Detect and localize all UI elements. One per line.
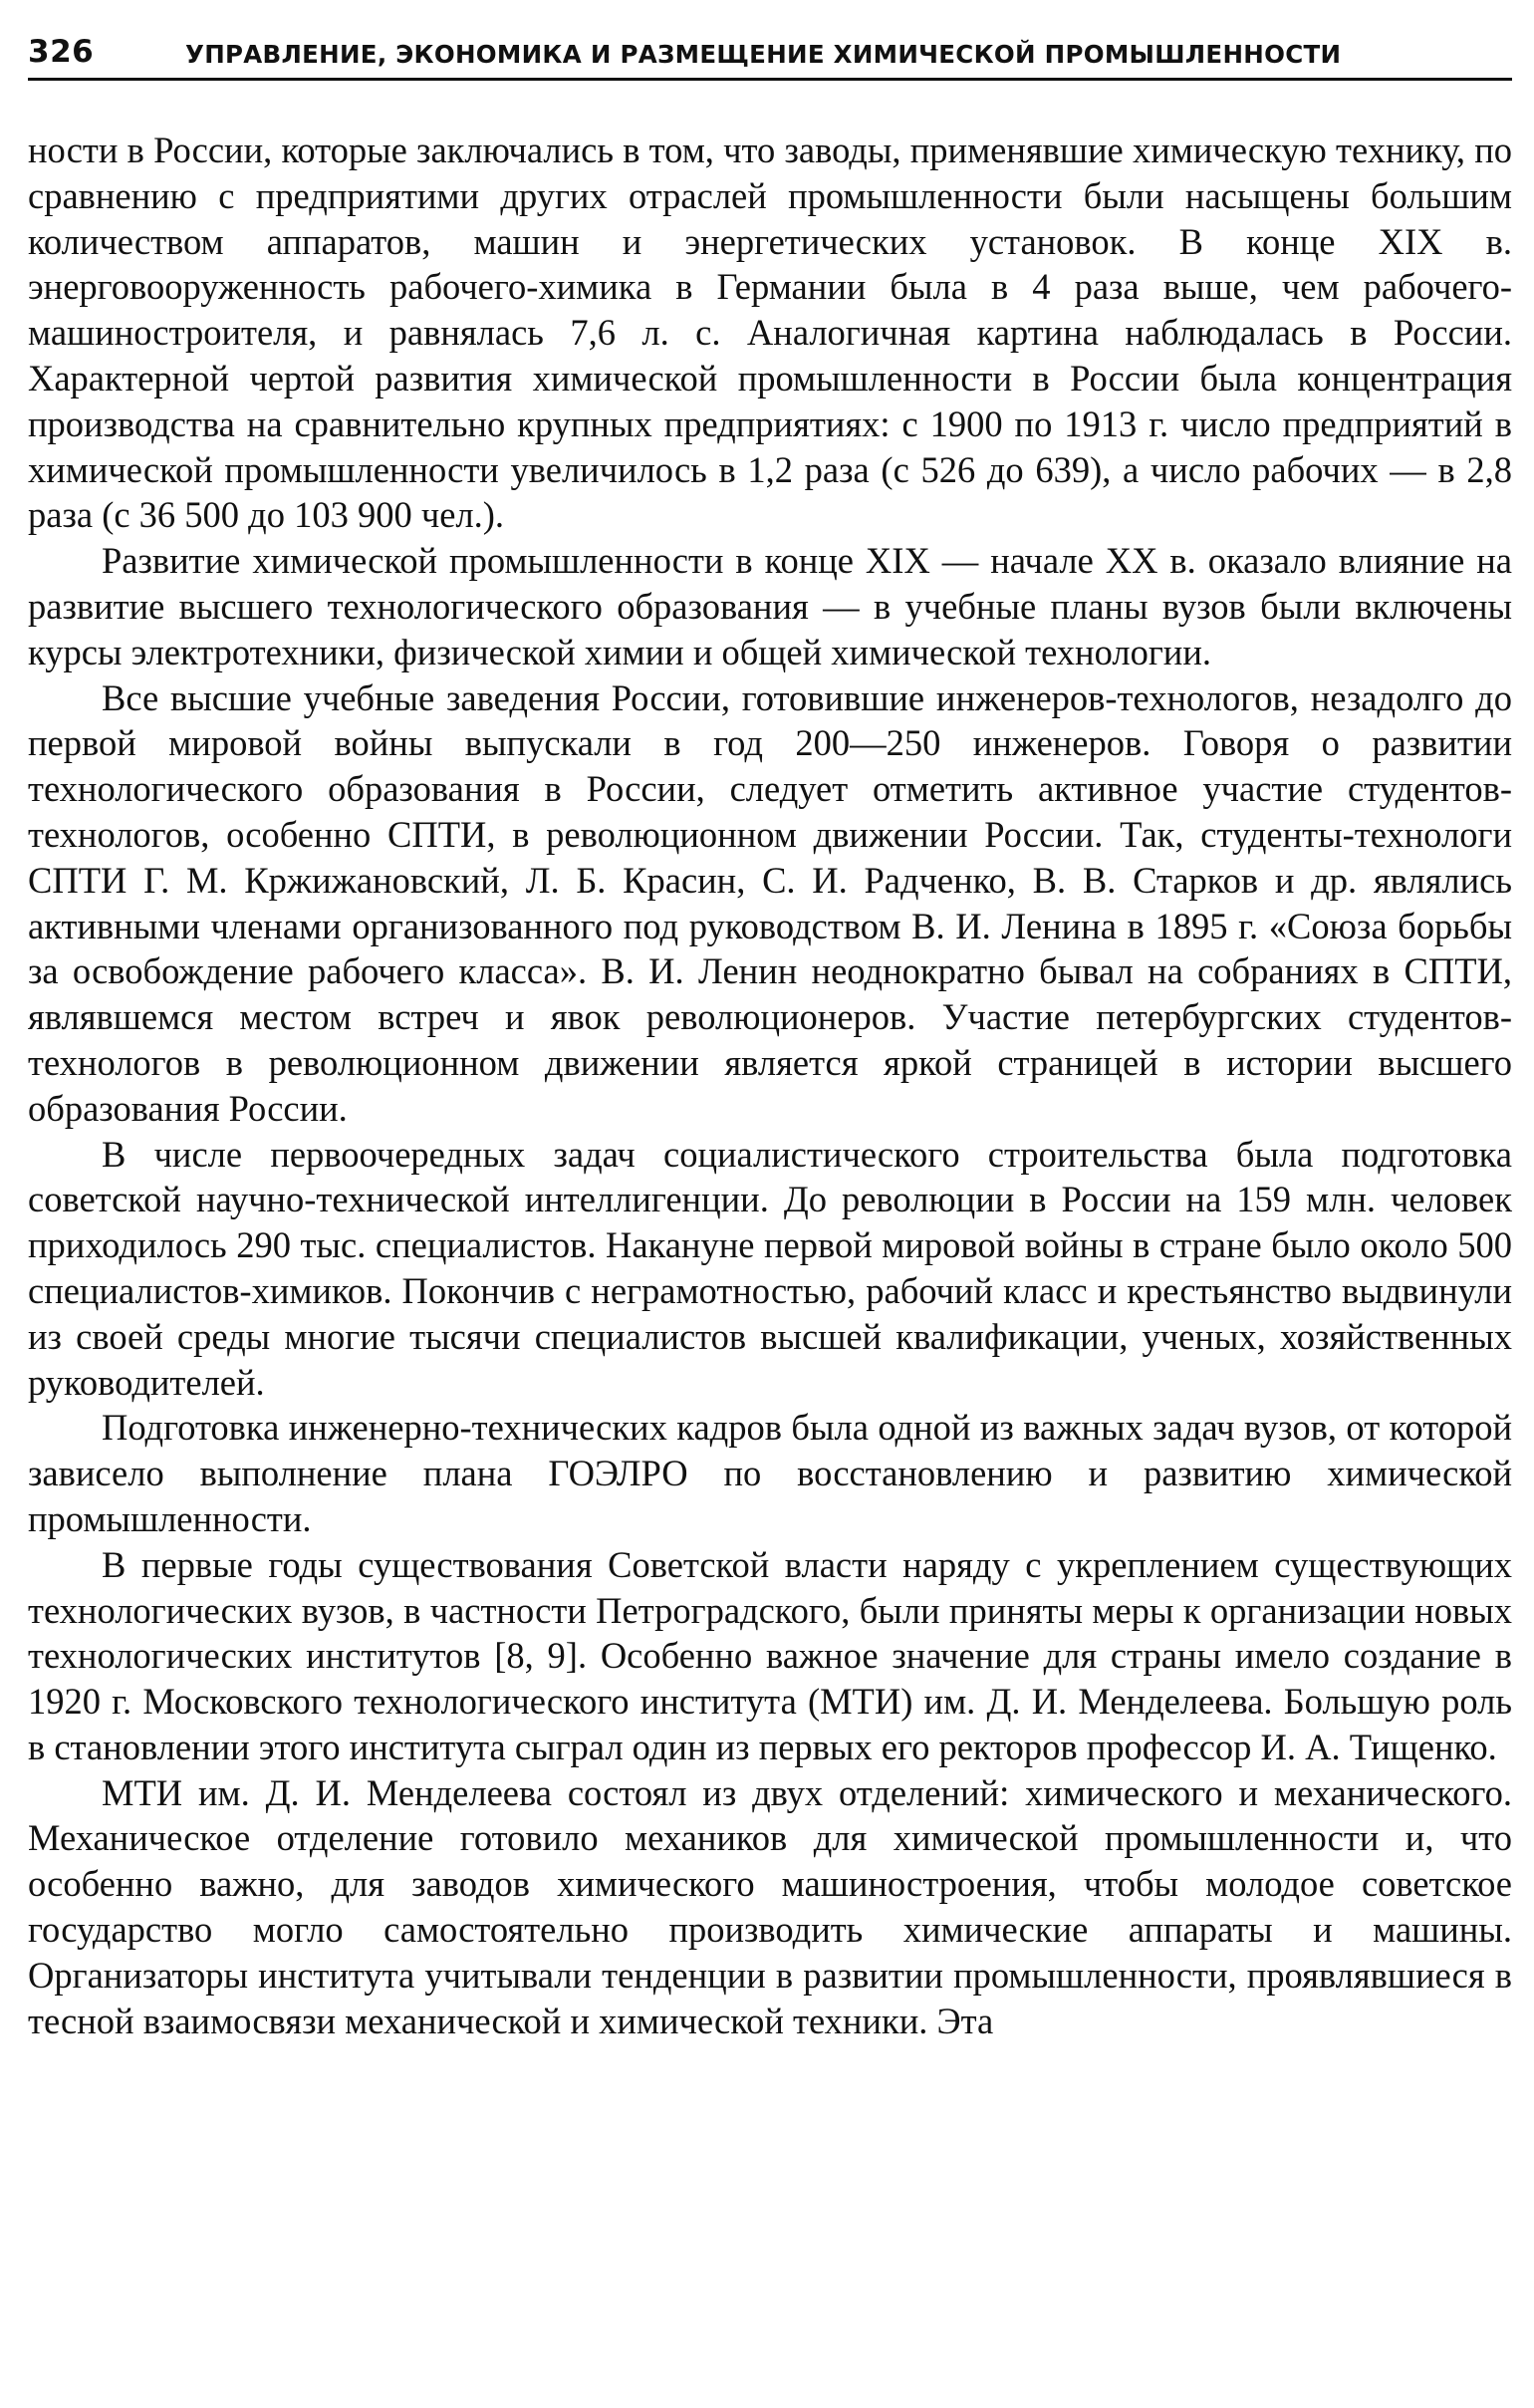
paragraph: Развитие химической промышленности в конце XIX — начале XX в. оказало влияние на развитие высшего технологического образования — в учебные планы вузов были включены курсы электротехники, физической химии и общей химической технологии. xyxy=(28,540,1512,672)
paragraph: В числе первоочередных задач социалистического строительства была подготовка советской научно-технической интеллигенции. До революции в России на 159 млн. человек приходилось 290 тыс. специалистов. Накануне первой мировой войны в стране было около 500 специалистов-химиков. Покончив с неграмотностью, рабочий класс и крестьянство выдвинули из своей среды многие тысячи специалистов высшей квалификации, ученых, хозяйственных руководителей. xyxy=(28,1133,1512,1403)
paragraph: МТИ им. Д. И. Менделеева состоял из двух отделений: химического и механического. Механическое отделение готовило механиков для химической промышленности и, что особенно важно, для заводов химического машиностроения, чтобы молодое советское государство могло самостоятельно производить химические аппараты и машины. Организаторы института учитывали тенденции в развитии промышленности, проявлявшиеся в тесной взаимосвязи механической и химической техники. Эта xyxy=(28,1771,1512,2041)
text-body xyxy=(28,128,1512,2043)
running-title: УПРАВЛЕНИЕ, ЭКОНОМИКА И РАЗМЕЩЕНИЕ ХИМИЧЕСКОЙ ПРОМЫШЛЕННОСТИ xyxy=(185,40,1342,69)
book-page xyxy=(28,30,1512,2391)
paragraph: Подготовка инженерно-технических кадров была одной из важных задач вузов, от которой зависело выполнение плана ГОЭЛРО по восстановлению и развитию химической промышленности. xyxy=(28,1407,1512,1539)
paragraph-continued: ности в России, которые заключались в том, что заводы, применявшие химическую технику, по сравнению с предприятими других отраслей промышленности были насыщены большим количеством аппаратов, машин и энергетических установок. В конце XIX в. энерговооруженность рабочего-химика в Германии была в 4 раза выше, чем рабочего-машиностроителя, и равнялась 7,6 л. с. Аналогичная картина наблюдалась в России. Характерной чертой развития химической промышленности в России была концентрация производства на сравнительно крупных предприятиях: с 1900 по 1913 г. число предприятий в химической промышленности увеличилось в 1,2 раза (с 526 до 639), а число рабочих — в 2,8 раза (с 36 500 до 103 900 чел.). xyxy=(28,130,1512,536)
paragraph: В первые годы существования Советской власти наряду с укреплением существующих технологических вузов, в частности Петроградского, были приняты меры к организации новых технологических институтов [8, 9]. Особенно важное значение для страны имело создание в 1920 г. Московского технологического института (МТИ) им. Д. И. Менделеева. Большую роль в становлении этого института сыграл один из первых его ректоров профессор И. А. Тищенко. xyxy=(28,1543,1512,1767)
paragraph: Все высшие учебные заведения России, готовившие инженеров-технологов, незадолго до первой мировой войны выпускали в год 200—250 инженеров. Говоря о развитии технологического образования в России, следует отметить активное участие студентов-технологов, особенно СПТИ, в революционном движении России. Так, студенты-технологи СПТИ Г. М. Кржижановский, Л. Б. Красин, С. И. Радченко, В. В. Старков и др. являлись активными членами организованного под руководством В. И. Ленина в 1895 г. «Союза борьбы за освобождение рабочего класса». В. И. Ленин неоднократно бывал на собраниях в СПТИ, являвшемся местом встреч и явок революционеров. Участие петербургских студентов-технологов в революционном движении является яркой страницей в истории высшего образования России. xyxy=(28,676,1512,1129)
running-header xyxy=(28,30,1512,81)
page-number: 326 xyxy=(28,34,95,70)
